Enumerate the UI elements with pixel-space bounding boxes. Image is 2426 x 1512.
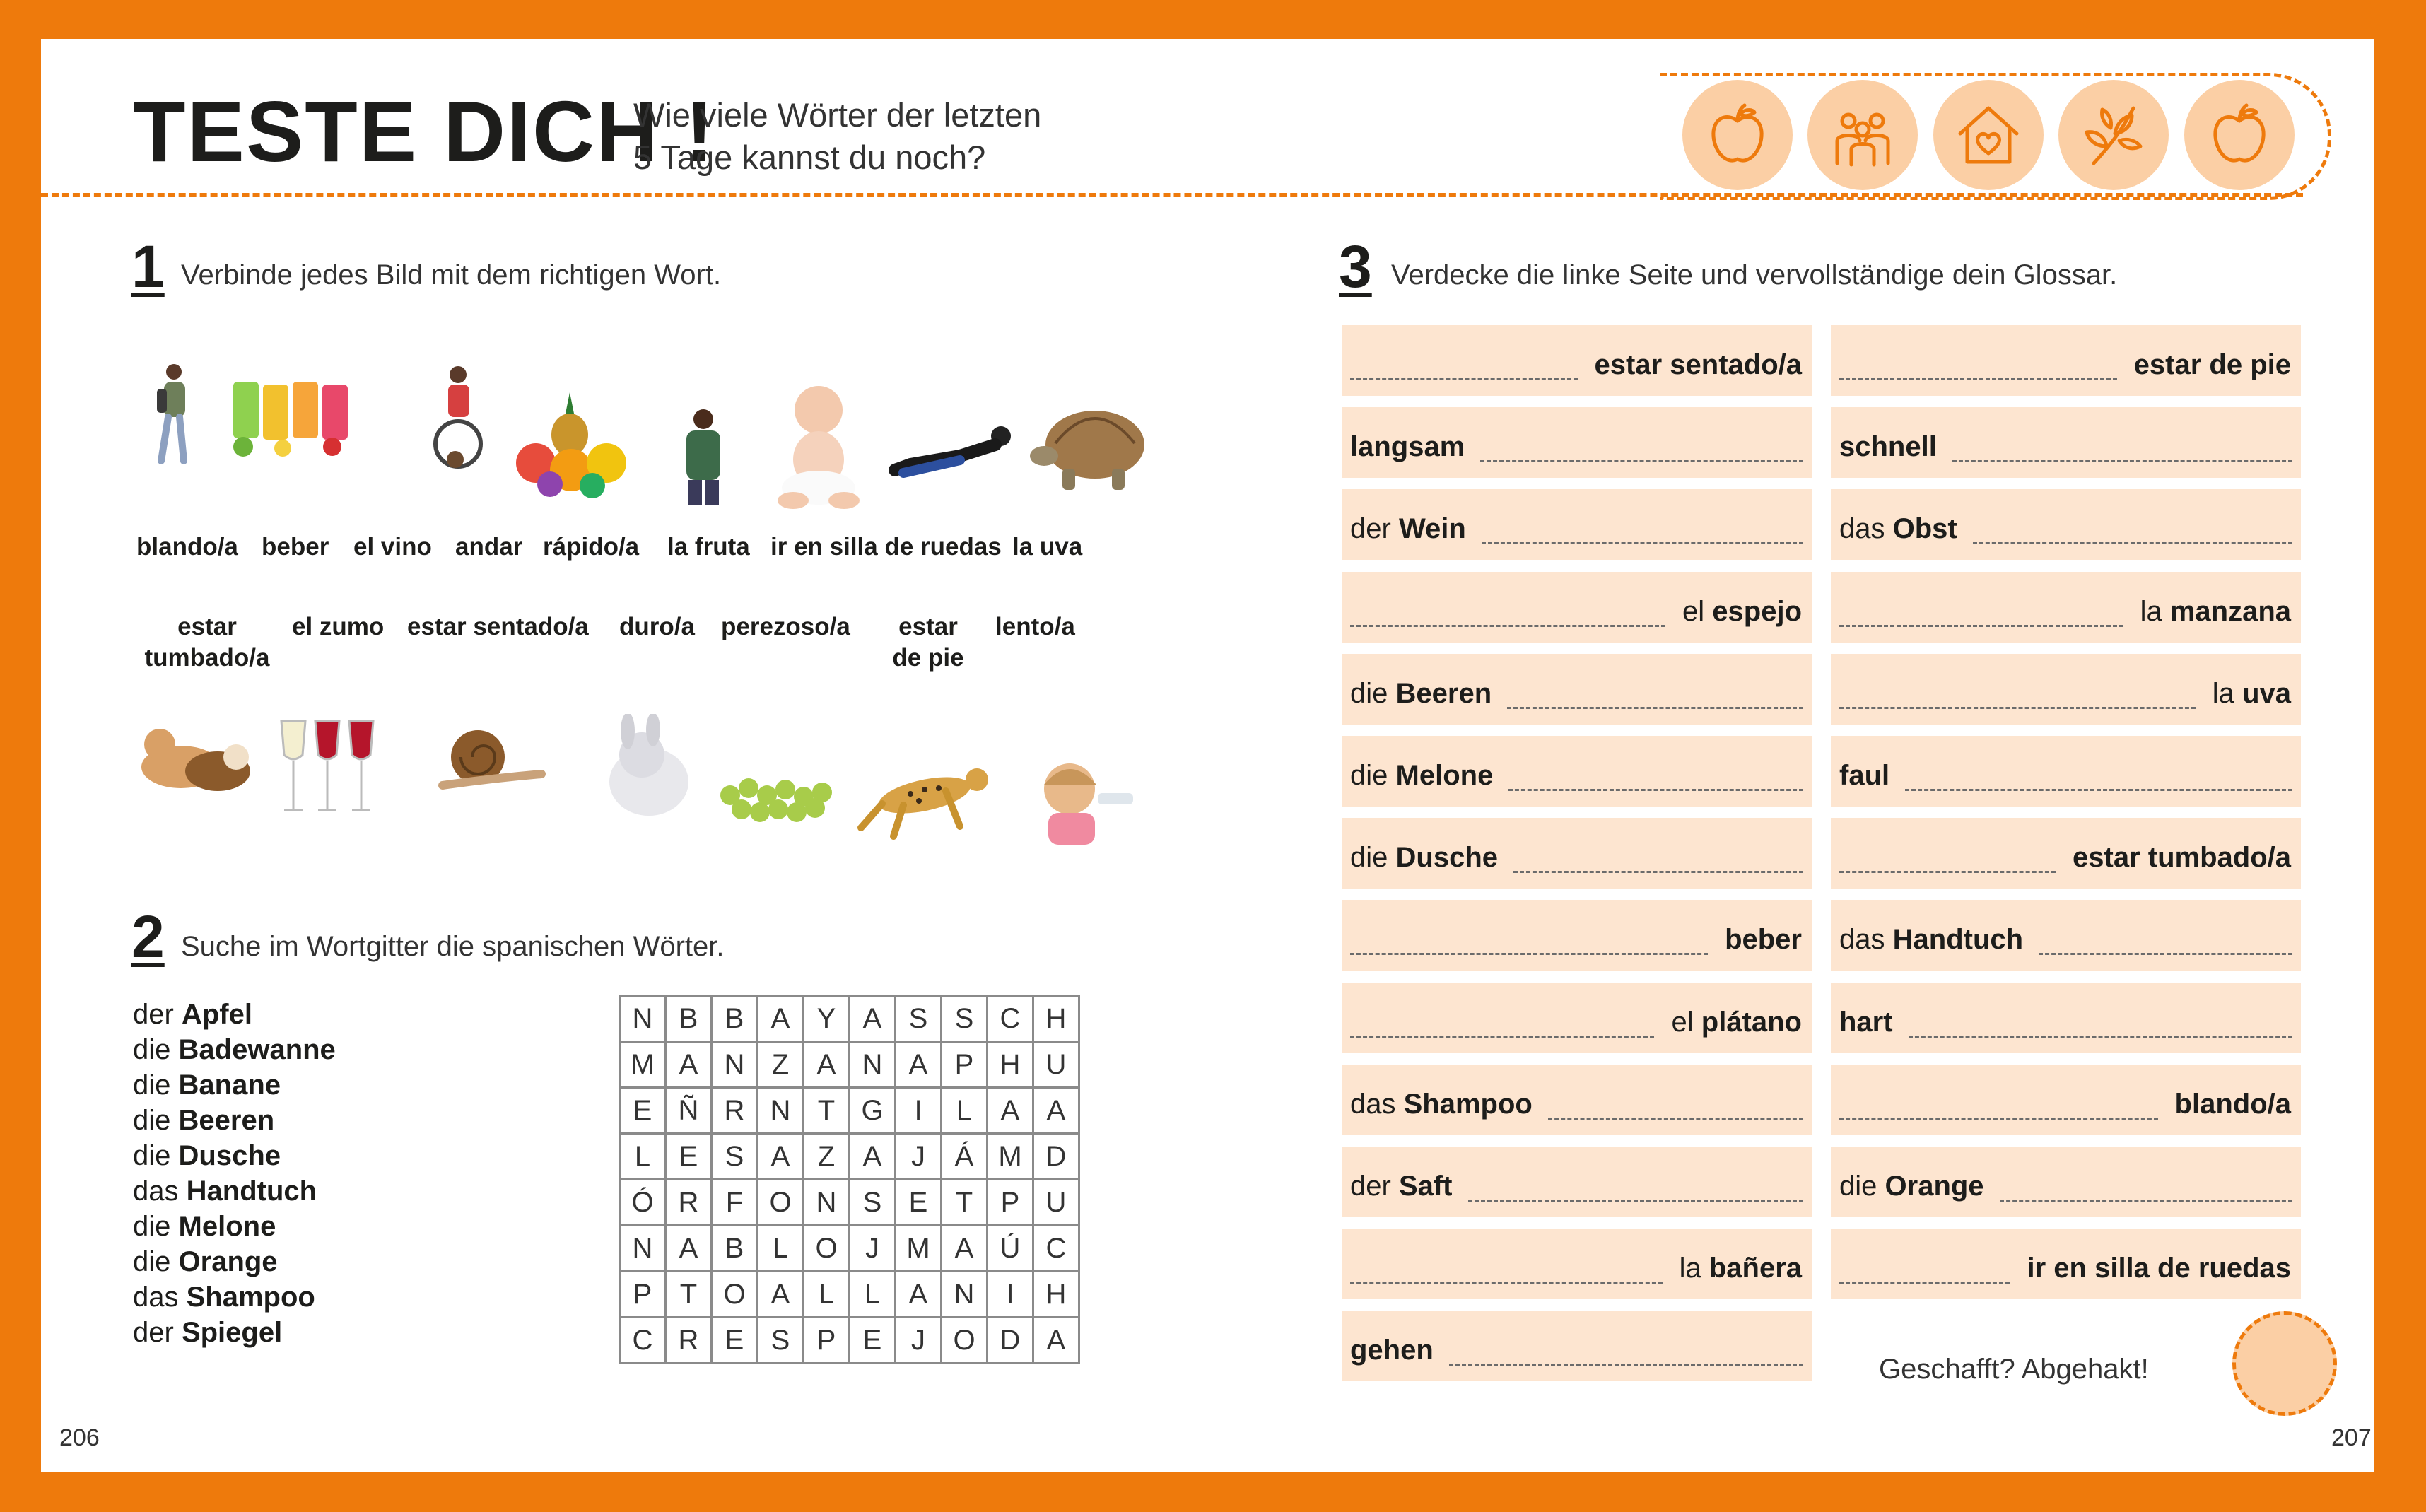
grid-cell[interactable]: L [850, 1272, 896, 1318]
fruit-pile-picture [508, 392, 635, 498]
glossary-word: langsam [1350, 431, 1465, 463]
glossary-row [1831, 654, 2301, 725]
subtitle-line-1: Wie viele Wörter der letzten [633, 96, 1042, 134]
search-word-article: die [133, 1069, 171, 1101]
glossary-answer-line[interactable] [1350, 378, 1578, 380]
glossary-term [1725, 924, 1802, 956]
grid-cell[interactable]: Á [942, 1134, 988, 1180]
glossary-answer-line[interactable] [1449, 1364, 1803, 1366]
glossary-word: estar de pie [2133, 349, 2291, 380]
grid-cell[interactable]: C [988, 996, 1033, 1042]
glossary-article: la [1679, 1253, 1701, 1284]
grid-cell[interactable]: M [896, 1226, 942, 1272]
grid-cell[interactable]: E [666, 1134, 712, 1180]
house-heart-icon [1933, 80, 2044, 190]
glossary-article: der [1350, 513, 1391, 545]
plant-icon [2058, 80, 2169, 190]
glossary-article: el [1682, 595, 1705, 627]
word-el-vino: el vino [353, 533, 432, 561]
glossary-row [1342, 983, 1812, 1053]
grid-cell[interactable]: A [666, 1226, 712, 1272]
grid-cell[interactable]: T [666, 1272, 712, 1318]
grid-cell[interactable]: E [620, 1088, 666, 1134]
glossary-row [1831, 407, 2301, 478]
grid-cell[interactable]: A [758, 1272, 804, 1318]
search-word-article: die [133, 1140, 171, 1171]
grid-cell[interactable]: C [620, 1318, 666, 1364]
grid-cell[interactable]: M [988, 1134, 1033, 1180]
glossary-word: hart [1839, 1006, 1893, 1038]
search-word-noun: Handtuch [186, 1176, 317, 1207]
grid-cell[interactable]: I [896, 1088, 942, 1134]
glossary-article: die [1350, 677, 1388, 709]
search-word-noun: Shampoo [186, 1282, 315, 1313]
apple-icon [2184, 80, 2295, 190]
rabbit-picture [599, 714, 698, 820]
glossary-term [1350, 1089, 1533, 1120]
search-word-noun: Beeren [178, 1105, 275, 1136]
glossary-word: faul [1839, 760, 1890, 791]
walking-person-picture [147, 361, 197, 467]
glossary-article: el [1671, 1006, 1694, 1038]
glossary-word: Obst [1892, 513, 1957, 545]
grid-cell[interactable]: S [758, 1318, 804, 1364]
glossary-term [1839, 431, 1937, 463]
grid-cell[interactable]: Ñ [666, 1088, 712, 1134]
glossary-row [1831, 900, 2301, 971]
grid-cell[interactable]: A [988, 1088, 1033, 1134]
grid-cell[interactable]: A [850, 996, 896, 1042]
glossary-word: Dusche [1395, 842, 1499, 874]
search-word-article: die [133, 1246, 171, 1277]
word-estar-sentado: estar sentado/a [407, 613, 589, 640]
glossary-article: la [2212, 677, 2234, 709]
grid-cell[interactable]: U [1033, 1042, 1079, 1088]
glossary-term [1350, 513, 1466, 545]
search-word-noun: Dusche [178, 1140, 281, 1171]
word-beber: beber [262, 533, 329, 561]
glossary-answer-line[interactable] [2039, 953, 2292, 955]
search-word-article: das [133, 1282, 179, 1313]
tortoise-picture [1027, 401, 1154, 496]
grid-cell[interactable]: R [712, 1088, 758, 1134]
search-word-article: die [133, 1211, 171, 1242]
glossary-term [1680, 1253, 1802, 1284]
glossary-article: der [1350, 1171, 1391, 1202]
grid-cell[interactable]: O [712, 1272, 758, 1318]
leopard-picture [854, 760, 1002, 841]
section-1-number: 1 [131, 233, 165, 300]
grid-cell[interactable]: N [620, 996, 666, 1042]
glossary-article: das [1350, 1088, 1396, 1120]
grid-cell[interactable]: N [942, 1272, 988, 1318]
grid-row [620, 996, 1079, 1042]
grid-cell[interactable]: F [712, 1180, 758, 1226]
glossary-answer-line[interactable] [1482, 542, 1803, 544]
glossary-term [1839, 1007, 1893, 1038]
grid-cell[interactable]: N [804, 1180, 850, 1226]
snail-picture [428, 725, 549, 792]
grid-cell[interactable]: R [666, 1180, 712, 1226]
grid-cell[interactable]: A [1033, 1318, 1079, 1364]
grid-row [620, 1272, 1079, 1318]
search-word-noun: Orange [178, 1246, 278, 1277]
word-andar: andar [455, 533, 523, 561]
glossary-row [1342, 1229, 1812, 1299]
glossary-answer-line[interactable] [1909, 1036, 2292, 1038]
search-word-item [133, 1067, 336, 1103]
search-word-article: das [133, 1176, 179, 1207]
glossary-row [1342, 900, 1812, 971]
grapes-picture [716, 767, 843, 831]
glossary-row [1342, 1311, 1812, 1381]
word-perezoso: perezoso/a [721, 613, 850, 640]
glossary-answer-line[interactable] [1508, 789, 1803, 791]
page [41, 39, 2374, 1472]
section-2-instruction: Suche im Wortgitter die spanischen Wörter. [181, 931, 725, 962]
glossary-word: Beeren [1395, 677, 1492, 709]
glossary-word: Orange [1885, 1171, 1984, 1202]
search-word-item [133, 1173, 336, 1209]
glossary-answer-line[interactable] [1468, 1200, 1803, 1202]
section-2-number: 2 [131, 903, 165, 970]
glossary-word: estar sentado/a [1594, 349, 1802, 380]
grid-cell[interactable]: S [942, 996, 988, 1042]
search-word-item [133, 1103, 336, 1138]
glossary-article: die [1839, 1171, 1877, 1202]
grid-cell[interactable]: P [942, 1042, 988, 1088]
glossary-word: gehen [1350, 1335, 1434, 1366]
grid-cell[interactable]: D [1033, 1134, 1079, 1180]
search-word-list [133, 997, 336, 1350]
word-la-fruta: la fruta [667, 533, 750, 561]
grid-cell[interactable]: S [896, 996, 942, 1042]
glossary-answer-line[interactable] [1480, 460, 1803, 462]
sitting-baby-picture [769, 382, 868, 512]
section-3-number: 3 [1339, 233, 1372, 300]
glossary-answer-line[interactable] [1839, 625, 2123, 627]
grid-cell[interactable]: A [850, 1134, 896, 1180]
grid-cell[interactable]: Ó [620, 1180, 666, 1226]
glossary-row [1831, 325, 2301, 396]
glossary-row [1342, 1147, 1812, 1217]
glossary-word: beber [1725, 924, 1802, 956]
grid-cell[interactable]: M [620, 1042, 666, 1088]
grid-cell[interactable]: L [942, 1088, 988, 1134]
glossary-row [1342, 654, 1812, 725]
word-la-uva: la uva [1012, 533, 1083, 561]
glossary-row [1342, 325, 1812, 396]
glossary-answer-line[interactable] [1350, 1282, 1663, 1284]
search-word-item [133, 997, 336, 1032]
grid-cell[interactable]: P [620, 1272, 666, 1318]
grid-cell[interactable]: J [850, 1226, 896, 1272]
page-subtitle [633, 94, 1041, 179]
grid-row [620, 1318, 1079, 1364]
glossary-word: Saft [1398, 1171, 1453, 1202]
glossary-answer-line[interactable] [2000, 1200, 2292, 1202]
grid-cell[interactable]: R [666, 1318, 712, 1364]
grid-cell[interactable]: I [988, 1272, 1033, 1318]
word-el-zumo: el zumo [292, 613, 385, 640]
grid-cell[interactable]: N [758, 1088, 804, 1134]
grid-cell[interactable]: P [804, 1318, 850, 1364]
word-estar-de-pie: estar de pie [892, 613, 964, 672]
word-search-grid [619, 995, 1080, 1364]
glossary-article: das [1839, 924, 1885, 956]
glossary-term [2140, 596, 2291, 628]
grid-cell[interactable]: B [712, 1226, 758, 1272]
wine-glasses-picture [274, 714, 380, 816]
glossary-word: Wein [1398, 513, 1466, 545]
glossary-term [1839, 513, 1957, 545]
glossary-word: espejo [1712, 595, 1802, 627]
grid-cell[interactable]: E [850, 1318, 896, 1364]
wheelchair-person-picture [430, 361, 486, 470]
lying-woman-picture [889, 421, 1016, 481]
grid-cell[interactable]: D [988, 1318, 1033, 1364]
glossary-term [2213, 678, 2291, 710]
word-silla-de-ruedas: ir en silla de ruedas [770, 533, 1002, 561]
glossary-row [1342, 818, 1812, 889]
grid-cell[interactable]: G [850, 1088, 896, 1134]
fruit-juices-picture [226, 368, 353, 459]
glossary-term [1839, 760, 1889, 792]
glossary-term [1672, 1007, 1803, 1038]
grid-cell[interactable]: L [804, 1272, 850, 1318]
grid-cell[interactable]: B [666, 996, 712, 1042]
search-word-item [133, 1315, 336, 1350]
glossary-term [1350, 1171, 1453, 1202]
grid-cell[interactable]: A [896, 1272, 942, 1318]
glossary-row [1342, 736, 1812, 807]
page-number-left: 206 [59, 1424, 100, 1451]
search-word-article: die [133, 1105, 171, 1136]
glossary-answer-line[interactable] [1507, 707, 1803, 709]
glossary-word: blando/a [2174, 1088, 2291, 1120]
search-word-item [133, 1279, 336, 1315]
glossary-row [1831, 1229, 2301, 1299]
word-duro: duro/a [619, 613, 695, 640]
grid-cell[interactable]: O [804, 1226, 850, 1272]
girl-drinking-picture [1020, 756, 1144, 845]
glossary-word: Handtuch [1892, 924, 2024, 956]
glossary-term [2073, 842, 2291, 874]
done-label: Geschafft? Abgehakt! [1879, 1354, 2149, 1385]
done-checkbox[interactable] [2232, 1311, 2337, 1416]
glossary-row [1831, 572, 2301, 643]
search-word-article: der [133, 999, 174, 1030]
grid-cell[interactable]: A [666, 1042, 712, 1088]
search-word-item [133, 1209, 336, 1244]
glossary-row [1831, 1065, 2301, 1135]
grid-cell[interactable]: A [758, 1134, 804, 1180]
grid-row [620, 1180, 1079, 1226]
grid-cell[interactable]: O [758, 1180, 804, 1226]
grid-cell[interactable]: P [988, 1180, 1033, 1226]
grid-row [620, 1088, 1079, 1134]
grid-cell[interactable]: S [850, 1180, 896, 1226]
glossary-article: die [1350, 760, 1388, 791]
page-number-right: 207 [2331, 1424, 2372, 1451]
search-word-item [133, 1138, 336, 1173]
search-word-item [133, 1244, 336, 1279]
glossary-row [1831, 1147, 2301, 1217]
search-word-noun: Banane [178, 1069, 281, 1101]
glossary-term [1839, 924, 2023, 956]
glossary-word: schnell [1839, 431, 1937, 463]
grid-cell[interactable]: Z [804, 1134, 850, 1180]
word-rapido: rápido/a [543, 533, 640, 561]
grid-cell[interactable]: B [712, 996, 758, 1042]
subtitle-line-2: 5 Tage kannst du noch? [633, 139, 986, 176]
standing-man-picture [674, 406, 734, 505]
glossary-word: bañera [1709, 1253, 1802, 1284]
glossary-answer-line[interactable] [1839, 871, 2056, 873]
grid-row [620, 1134, 1079, 1180]
glossary-word: uva [2242, 677, 2291, 709]
glossary-term [2134, 349, 2291, 381]
glossary-article: la [2140, 595, 2162, 627]
glossary-word: ir en silla de ruedas [2027, 1253, 2291, 1284]
grid-cell[interactable]: E [712, 1318, 758, 1364]
word-lento: lento/a [995, 613, 1075, 640]
page-title: TESTE DICH ! [133, 83, 715, 180]
grid-row [620, 1226, 1079, 1272]
glossary-term [1350, 842, 1498, 874]
glossary-answer-line[interactable] [1839, 1118, 2158, 1120]
grid-cell[interactable]: Ú [988, 1226, 1033, 1272]
glossary-word: estar tumbado/a [2073, 842, 2291, 874]
glossary-term [1350, 1335, 1434, 1366]
grid-cell[interactable]: A [896, 1042, 942, 1088]
glossary-answer-line[interactable] [1513, 871, 1803, 873]
search-word-article: der [133, 1317, 174, 1348]
search-word-noun: Melone [178, 1211, 276, 1242]
glossary-row [1342, 407, 1812, 478]
cat-and-dog-picture [131, 717, 255, 795]
search-word-article: die [133, 1034, 171, 1065]
grid-cell[interactable]: A [1033, 1088, 1079, 1134]
glossary-row [1831, 736, 2301, 807]
glossary-answer-line[interactable] [1973, 542, 2292, 544]
glossary-term [1595, 349, 1802, 381]
glossary-row [1342, 489, 1812, 560]
grid-cell[interactable]: A [804, 1042, 850, 1088]
grid-cell[interactable]: L [758, 1226, 804, 1272]
grid-cell[interactable]: A [942, 1226, 988, 1272]
search-word-noun: Apfel [181, 999, 252, 1030]
section-1-instruction: Verbinde jedes Bild mit dem richtigen Wort. [181, 259, 722, 291]
glossary-answer-line[interactable] [1350, 625, 1665, 627]
glossary-word: plátano [1701, 1006, 1802, 1038]
grid-cell[interactable]: N [712, 1042, 758, 1088]
glossary-row [1831, 818, 2301, 889]
grid-cell[interactable]: N [620, 1226, 666, 1272]
search-word-item [133, 1032, 336, 1067]
glossary-word: Melone [1395, 760, 1494, 791]
glossary-article: die [1350, 842, 1388, 874]
grid-cell[interactable]: H [1033, 996, 1079, 1042]
glossary-row [1831, 489, 2301, 560]
word-estar-tumbado: estar tumbado/a [144, 613, 270, 672]
grid-cell[interactable]: E [896, 1180, 942, 1226]
grid-cell[interactable]: H [1033, 1272, 1079, 1318]
people-icon [1807, 80, 1918, 190]
search-word-noun: Spiegel [181, 1317, 283, 1348]
glossary-word: manzana [2169, 595, 2291, 627]
glossary-answer-line[interactable] [1350, 953, 1708, 955]
grid-cell[interactable]: O [942, 1318, 988, 1364]
grid-cell[interactable]: H [988, 1042, 1033, 1088]
glossary-term [1350, 678, 1492, 710]
glossary-article: das [1839, 513, 1885, 545]
glossary-row [1342, 572, 1812, 643]
glossary-row [1831, 983, 2301, 1053]
glossary-answer-line[interactable] [1952, 460, 2292, 462]
grid-cell[interactable]: N [850, 1042, 896, 1088]
glossary-row [1342, 1065, 1812, 1135]
glossary-term [1350, 760, 1493, 792]
glossary-answer-line[interactable] [1548, 1118, 1803, 1120]
apple-icon [1682, 80, 1793, 190]
glossary-term [2027, 1253, 2292, 1284]
grid-cell[interactable]: A [758, 996, 804, 1042]
grid-cell[interactable]: S [712, 1134, 758, 1180]
section-3-instruction: Verdecke die linke Seite und vervollständige dein Glossar. [1391, 259, 2118, 291]
glossary-answer-line[interactable] [1839, 1282, 2010, 1284]
glossary-answer-line[interactable] [1839, 378, 2117, 380]
glossary-term [1839, 1171, 1984, 1202]
grid-cell[interactable]: U [1033, 1180, 1079, 1226]
glossary-answer-line[interactable] [1905, 789, 2292, 791]
search-word-noun: Badewanne [178, 1034, 336, 1065]
word-blando: blando/a [136, 533, 238, 561]
grid-cell[interactable]: J [896, 1134, 942, 1180]
glossary-answer-line[interactable] [1350, 1036, 1654, 1038]
grid-cell[interactable]: Z [758, 1042, 804, 1088]
glossary-word: Shampoo [1403, 1088, 1533, 1120]
grid-row [620, 1042, 1079, 1088]
grid-cell[interactable]: L [620, 1134, 666, 1180]
glossary-term [1682, 596, 1802, 628]
grid-cell[interactable]: Y [804, 996, 850, 1042]
grid-cell[interactable]: T [942, 1180, 988, 1226]
grid-cell[interactable]: J [896, 1318, 942, 1364]
glossary-term [2175, 1089, 2291, 1120]
grid-cell[interactable]: C [1033, 1226, 1079, 1272]
glossary-answer-line[interactable] [1839, 707, 2196, 709]
grid-cell[interactable]: T [804, 1088, 850, 1134]
glossary-term [1350, 431, 1465, 463]
